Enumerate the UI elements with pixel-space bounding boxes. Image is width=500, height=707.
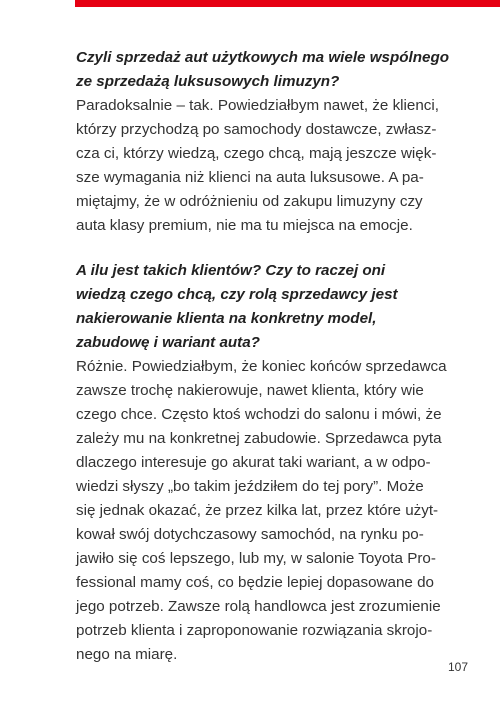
- answer-line: nego na miarę.: [76, 646, 178, 663]
- answer-line: zależy mu na konkretnej zabudowie. Sprzedawca pyta: [76, 430, 442, 447]
- question-line: ze sprzedażą luksusowych limuzyn?: [76, 73, 340, 90]
- answer-line: jego potrzeb. Zawsze rolą handlowca jest zrozumienie: [76, 598, 441, 615]
- answer-line: którzy przychodzą po samochody dostawcze, zwłasz-: [76, 121, 437, 138]
- answer-line: zawsze trochę nakierowuje, nawet klienta, który wie: [76, 382, 424, 399]
- answer-1: [76, 94, 464, 238]
- answer-line: miętajmy, że w odróżnieniu od zakupu limuzyny czy: [76, 193, 423, 210]
- answer-line: kował swój dotychczasowy samochód, na rynku po-: [76, 526, 424, 543]
- answer-line: cza ci, którzy wiedzą, czego chcą, mają jeszcze więk-: [76, 145, 437, 162]
- answer-line: Paradoksalnie – tak. Powiedziałbym nawet, że klienci,: [76, 97, 439, 114]
- page-number: 107: [447, 660, 468, 674]
- answer-line: czego chce. Często ktoś wchodzi do salonu i mówi, że: [76, 406, 442, 423]
- answer-line: fessional mamy coś, co będzie lepiej dopasowane do: [76, 574, 434, 591]
- answer-line: wiedzi słyszy „bo takim jeździłem do tej pory”. Może: [76, 478, 424, 495]
- question-line: Czyli sprzedaż aut użytkowych ma wiele wspólnego: [76, 49, 450, 66]
- answer-line: się jednak okazać, że przez kilka lat, przez które użyt-: [76, 502, 439, 519]
- top-accent-bar: [75, 0, 500, 7]
- answer-line: potrzeb klienta i zaproponowanie rozwiązania skrojo-: [76, 622, 433, 639]
- question-line: A ilu jest takich klientów? Czy to raczej oni: [76, 262, 386, 279]
- answer-line: auta klasy premium, nie ma tu miejsca na emocje.: [76, 217, 413, 234]
- question-line: nakierowanie klienta na konkretny model,: [76, 310, 377, 327]
- question-line: wiedzą czego chcą, czy rolą sprzedawcy jest: [76, 286, 398, 303]
- answer-line: dlaczego interesuje go akurat taki wariant, a w odpo-: [76, 454, 431, 471]
- answer-line: jawiło się coś lepszego, lub my, w salonie Toyota Pro-: [76, 550, 436, 567]
- question-1: [76, 46, 464, 94]
- question-line: zabudowę i wariant auta?: [76, 334, 260, 351]
- answer-line: Różnie. Powiedziałbym, że koniec końców sprzedawca: [76, 358, 447, 375]
- answer-line: sze wymagania niż klienci na auta luksusowe. A pa-: [76, 169, 424, 186]
- answer-2: [76, 355, 464, 667]
- question-2: [76, 259, 464, 355]
